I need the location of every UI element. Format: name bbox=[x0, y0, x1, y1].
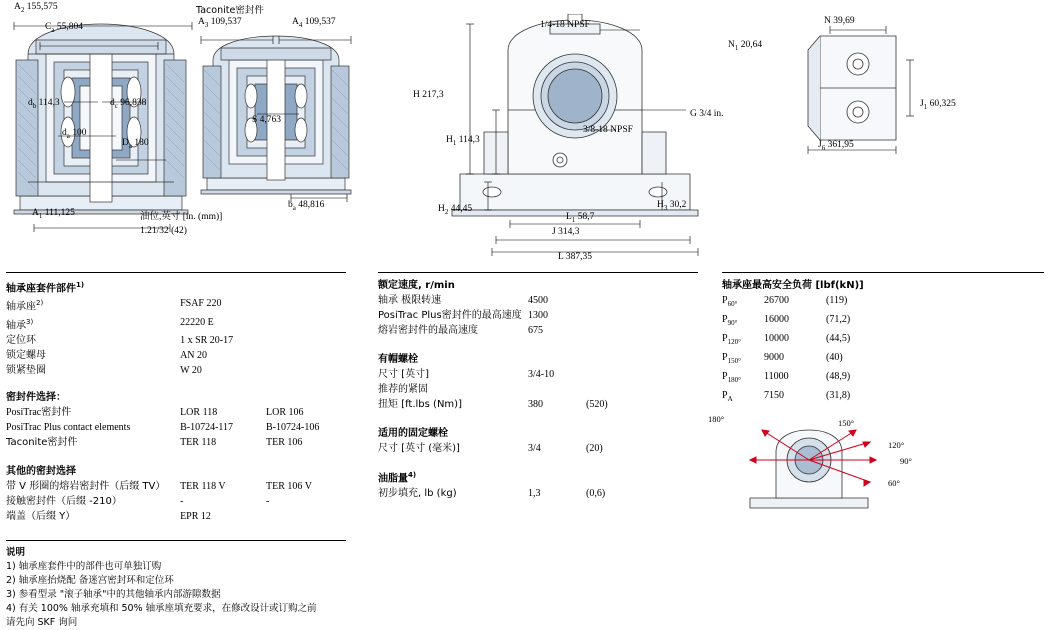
figure-bearing-section-1 bbox=[6, 14, 206, 239]
oil-level-line2: 1.21/32 (42) bbox=[140, 226, 187, 236]
table-row bbox=[378, 323, 646, 338]
row-lock-nut-value: AN 20 bbox=[180, 349, 208, 361]
dim-j6-label: $J_6$ 361,95 bbox=[818, 140, 854, 152]
row-v-ring-value2: TER 106 V bbox=[266, 480, 312, 492]
row-taconite-speed-label: 熔岩密封件的最高速度 bbox=[378, 325, 478, 336]
dim-n1-label: $N_1$ 20,64 bbox=[728, 40, 763, 52]
footnote-item-1: 1) 轴承座套件中的部件也可单独订购 bbox=[6, 561, 162, 572]
table-row bbox=[722, 350, 876, 369]
dim-j-label: J 314,3 bbox=[552, 227, 580, 237]
row-positrac-plus-value1: B-10724-117 bbox=[180, 421, 234, 433]
angle-150-label: 150° bbox=[838, 418, 855, 428]
row-p60-label: $P_{60^\circ}$ bbox=[722, 295, 738, 308]
table-row: 轴承座$^{2)}$ FSAF 220 bbox=[6, 296, 352, 314]
table-row bbox=[722, 312, 876, 331]
table-max-safe-loads bbox=[722, 278, 1044, 407]
dim-ca-label: $C_a$ 55,804 bbox=[45, 22, 83, 34]
dim-a2-label: $A_2$ 155,575 bbox=[14, 2, 58, 14]
row-limiting-speed-value: 4500 bbox=[528, 295, 548, 306]
table-row bbox=[378, 382, 646, 397]
row-bearing-label: 轴承 bbox=[6, 319, 26, 331]
row-stabilizing-ring-label: 定位环 bbox=[6, 334, 36, 346]
row-p150-value2: (40) bbox=[826, 352, 843, 363]
row-torque-value2: (520) bbox=[586, 399, 608, 410]
other-seal-options-header: 其他的密封选择 bbox=[6, 465, 76, 477]
row-contact-seal-value1: - bbox=[180, 495, 184, 507]
row-pa-value1: 7150 bbox=[764, 390, 784, 401]
grease-title: 油脂量$^{4)}$ bbox=[378, 471, 417, 485]
speed-title: 额定速度, r/min bbox=[378, 280, 455, 291]
row-taconite-value1: TER 118 bbox=[180, 436, 217, 448]
table-row bbox=[378, 308, 646, 323]
table-row bbox=[6, 405, 352, 420]
seal-options-header: 密封件选择： bbox=[6, 391, 66, 403]
dim-da-label: $d_a$ 100 bbox=[62, 128, 87, 140]
row-p180-value2: (48,9) bbox=[826, 371, 851, 382]
dim-npsf-side-label: 3/8-18 NPSF bbox=[583, 125, 633, 135]
table-row bbox=[6, 420, 352, 435]
row-p120-value1: 10000 bbox=[764, 333, 789, 344]
row-contact-seal-value2: - bbox=[266, 495, 270, 507]
row-v-ring-value1: TER 118 V bbox=[180, 480, 226, 492]
footnotes-block bbox=[6, 546, 426, 630]
row-initial-fill-value2: (0,6) bbox=[586, 488, 606, 500]
dim-j1-label: $J_1$ 60,325 bbox=[920, 99, 956, 111]
col1-title-sup: 1) bbox=[76, 281, 85, 289]
col3-rule bbox=[722, 272, 1044, 273]
dim-a4-label: $A_4$ 109,537 bbox=[292, 17, 336, 29]
dim-ba-label: $b_a$ 48,816 bbox=[288, 200, 325, 212]
row-positrac-plus-label: PosiTrac Plus contact elements bbox=[6, 421, 131, 433]
table-row bbox=[6, 348, 352, 363]
table-row bbox=[6, 509, 352, 524]
angle-180-label: 180° bbox=[708, 414, 725, 424]
table-speed-bolts-grease bbox=[378, 278, 698, 501]
table-housing-kit-parts bbox=[6, 278, 352, 524]
row-p120-value2: (44,5) bbox=[826, 333, 851, 344]
loads-title: 轴承座最高安全负荷 [lbf(kN)] bbox=[722, 280, 864, 291]
row-lock-nut-label: 锁定螺母 bbox=[6, 349, 46, 361]
row-pa-value2: (31,8) bbox=[826, 390, 851, 401]
col2-rule bbox=[378, 272, 698, 273]
row-lock-washer-label: 锁紧垫圈 bbox=[6, 364, 46, 376]
row-initial-fill-value1: 1,3 bbox=[528, 488, 541, 500]
row-taconite-value2: TER 106 bbox=[266, 436, 303, 448]
row-limiting-speed-label: 轴承 极限转速 bbox=[378, 295, 442, 306]
row-torque-label: 扭矩 [ft.lbs (Nm)] bbox=[378, 399, 462, 410]
dim-h1-label: $H_1$ 114,3 bbox=[446, 135, 480, 147]
row-bolt-size-value: 3/4-10 bbox=[528, 369, 555, 380]
col1-title: 轴承座套件部件$^{1)}$ bbox=[6, 281, 85, 295]
table-row bbox=[6, 479, 352, 494]
row-positrac-plus-value2: B-10724-106 bbox=[266, 421, 320, 433]
table-row bbox=[378, 367, 646, 382]
row-torque-value1: 380 bbox=[528, 399, 543, 410]
row-p150-label: $P_{150^\circ}$ bbox=[722, 352, 741, 365]
row-end-cover-label: 端盖（后缀 Y） bbox=[6, 510, 76, 522]
row-p150-value1: 9000 bbox=[764, 352, 784, 363]
row-taconite-label: Taconite密封件 bbox=[6, 436, 78, 448]
cap-bolt-title: 有帽螺栓 bbox=[378, 354, 418, 365]
table-row bbox=[722, 293, 876, 312]
row-positrac-value2: LOR 106 bbox=[266, 406, 304, 418]
angle-90-label: 90° bbox=[900, 456, 912, 466]
dim-s-label: S 4,763 bbox=[252, 115, 282, 125]
row-p180-label: $P_{180^\circ}$ bbox=[722, 371, 741, 384]
figure-load-angles bbox=[718, 412, 918, 517]
dim-dc-label: $d_c$ 96,838 bbox=[110, 98, 147, 110]
dim-h-label: H 217,3 bbox=[413, 90, 444, 100]
row-p90-value2: (71,2) bbox=[826, 314, 851, 325]
row-fixing-size-value2: (20) bbox=[586, 443, 603, 454]
dim-n-label: N 39,69 bbox=[824, 16, 855, 26]
table-row bbox=[722, 369, 876, 388]
row-positrac-value1: LOR 118 bbox=[180, 406, 218, 418]
row-p60-value2: (119) bbox=[826, 295, 848, 306]
dim-l-label: L 387,35 bbox=[558, 252, 592, 262]
row-recommended-tightening-label: 推荐的紧固 bbox=[378, 384, 428, 395]
angle-120-label: 120° bbox=[888, 440, 905, 450]
figure2-title: Taconite密封件 bbox=[196, 5, 264, 16]
row-positrac-label: PosiTrac密封件 bbox=[6, 406, 72, 418]
row-positrac-plus-speed-label: PosiTrac Plus密封件的最高速度 bbox=[378, 310, 522, 321]
row-housing-label: 轴承座 bbox=[6, 301, 36, 313]
dim-Da-label: $D_a$ 180 bbox=[122, 138, 149, 150]
footnotes-title: 说明 bbox=[6, 547, 26, 558]
table-row bbox=[722, 331, 876, 350]
row-fixing-size-label: 尺寸 [英寸 (毫米)] bbox=[378, 443, 460, 454]
table-row bbox=[378, 441, 646, 456]
col1-rule bbox=[6, 272, 346, 273]
row-lock-washer-value: W 20 bbox=[180, 364, 202, 376]
row-taconite-speed-value: 675 bbox=[528, 325, 543, 336]
row-p90-value1: 16000 bbox=[764, 314, 789, 325]
row-end-cover-value1: EPR 12 bbox=[180, 510, 211, 522]
table-row: 轴承$^{3)}$ 22220 E bbox=[6, 315, 352, 333]
row-p180-value1: 11000 bbox=[764, 371, 789, 382]
footnote-item-3: 3) 参看型录 "滚子轴承"中的其他轴承内部游隙数据 bbox=[6, 589, 221, 600]
table-row bbox=[6, 435, 352, 450]
row-initial-fill-label: 初步填充, lb (kg) bbox=[378, 488, 457, 500]
row-p90-label: $P_{90^\circ}$ bbox=[722, 314, 738, 327]
footnote-item-2: 2) 轴承座抬烧配 备迷宫密封环和定位环 bbox=[6, 575, 174, 586]
oil-level-line1: 油位,英寸 [in. (mm)] bbox=[140, 212, 223, 222]
row-fixing-size-value1: 3/4 bbox=[528, 443, 541, 454]
figure-bearing-section-2 bbox=[195, 30, 355, 220]
row-contact-seal-label: 接触密封件（后缀 -210） bbox=[6, 495, 122, 507]
row-pa-label: $P_A$ bbox=[722, 390, 733, 403]
dim-g-label: G 3/4 in. bbox=[690, 109, 724, 119]
dim-l1-label: $L_1$ 58,7 bbox=[566, 212, 595, 224]
row-positrac-plus-speed-value: 1300 bbox=[528, 310, 548, 321]
row-stabilizing-ring-value: 1 x SR 20-17 bbox=[180, 334, 234, 346]
footnote-rule bbox=[6, 540, 346, 541]
table-row bbox=[6, 333, 352, 348]
row-bearing-value: 22220 E bbox=[180, 316, 214, 328]
footnote-item-5: 请先向 SKF 询问 bbox=[6, 617, 78, 628]
row-bolt-size-label: 尺寸 [英寸] bbox=[378, 369, 429, 380]
table-row bbox=[378, 397, 646, 412]
row-housing-value: FSAF 220 bbox=[180, 298, 222, 310]
table-row bbox=[6, 363, 352, 378]
footnote-item-4: 4) 有关 100% 轴承充填和 50% 轴承座填充要求，在修改设计或订购之前 bbox=[6, 603, 317, 614]
table-row bbox=[6, 494, 352, 509]
dim-h3-label: $H_3$ 30,2 bbox=[657, 200, 687, 212]
fixing-bolt-title: 适用的固定螺栓 bbox=[378, 428, 448, 439]
table-row bbox=[722, 388, 876, 407]
dim-npsf-top-label: 1/4-18 NPSF bbox=[540, 20, 590, 30]
angle-60-label: 60° bbox=[888, 478, 900, 488]
table-row bbox=[378, 293, 646, 308]
row-p60-value1: 26700 bbox=[764, 295, 789, 306]
row-v-ring-label: 带 V 形圈的熔岩密封件（后缀 TV） bbox=[6, 480, 166, 492]
dim-a3-label: $A_3$ 109,537 bbox=[198, 17, 242, 29]
dim-a1-label: $A_1$ 111,125 bbox=[32, 208, 75, 220]
row-p120-label: $P_{120^\circ}$ bbox=[722, 333, 741, 346]
dim-h2-label: $H_2$ 44,45 bbox=[438, 204, 473, 216]
dim-db-label: $d_b$ 114,3 bbox=[28, 98, 60, 110]
table-row bbox=[378, 486, 646, 501]
